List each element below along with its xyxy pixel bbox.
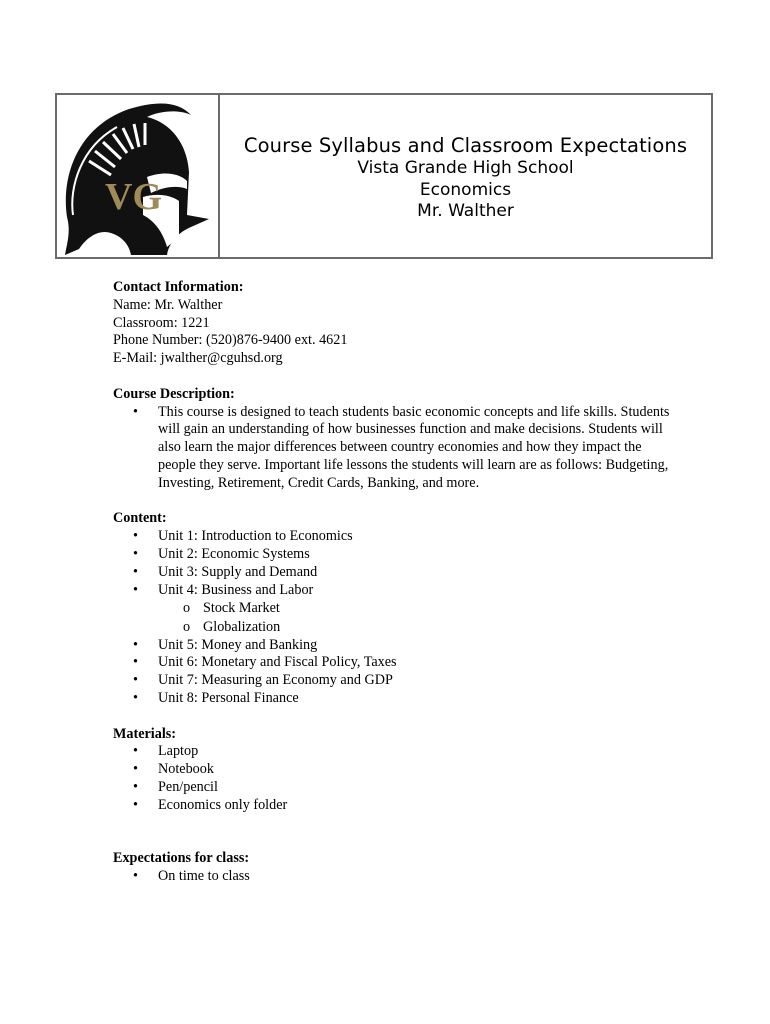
document-body (113, 279, 713, 903)
header-box (55, 93, 713, 259)
title-cell (220, 95, 711, 257)
materials-list (113, 743, 713, 814)
contact-name: Name: Mr. Walther (113, 296, 223, 313)
subject-name: Economics (419, 179, 512, 200)
list-item: • This course is designed to teach students basic economic concepts and life skills. Students will gain an understanding of how businesses function and make decisions. Students will also learn the major differences between country economies and how they impact the people they serve. Important life lessons the students will learn are as follows: Budgeting, Investing, Retirement, Credit Cards, Banking, and more. (113, 404, 713, 493)
list-item: • Unit 1: Introduction to Economics (113, 528, 713, 546)
teacher-name: Mr. Walther (417, 201, 514, 221)
contact-classroom: Classroom: 1221 (113, 314, 210, 331)
content-heading: Content: (113, 510, 167, 527)
contact-heading: Contact Information: (113, 279, 244, 295)
materials-heading: Materials: (113, 725, 177, 742)
document-title: Course Syllabus and Classroom Expectations (243, 134, 688, 157)
description-heading: Course Description: (113, 385, 235, 402)
expectations-list (113, 868, 713, 886)
spartan-helmet-icon (59, 97, 214, 257)
expectations-heading: Expectations for class: (113, 850, 250, 867)
list-item: • Unit 3: Supply and Demand (113, 564, 713, 582)
spacer (113, 832, 713, 850)
list-item: o Stock Market (113, 599, 713, 618)
list-item: • Laptop (113, 743, 713, 761)
materials-section (113, 726, 713, 815)
description-list (113, 404, 713, 493)
list-item: • Notebook (113, 761, 713, 779)
unit-list (113, 528, 713, 599)
logo-monogram: VG (105, 176, 162, 218)
contact-email: E-Mail: jwalther@cguhsd.org (113, 350, 283, 367)
expectations-section (113, 850, 713, 886)
contact-section (113, 279, 713, 368)
list-item (113, 582, 713, 600)
unit-list-continued (113, 637, 713, 708)
contact-phone: Phone Number: (520)876-9400 ext. 4621 (113, 332, 348, 349)
list-item: • Unit 7: Measuring an Economy and GDP (113, 672, 713, 690)
list-item: • Economics only folder (113, 797, 713, 815)
list-item: • Unit 5: Money and Banking (113, 637, 713, 655)
logo-cell (57, 95, 220, 257)
list-item: • Unit 8: Personal Finance (113, 690, 713, 708)
list-item: • On time to class (113, 868, 713, 886)
unit-4-subtopics (113, 599, 713, 636)
list-item: o Globalization (113, 618, 713, 637)
list-item: • Pen/pencil (113, 779, 713, 797)
list-item: • Unit 6: Monetary and Fiscal Policy, Taxes (113, 654, 713, 672)
list-item: • Unit 2: Economic Systems (113, 546, 713, 564)
content-section (113, 510, 713, 707)
description-section (113, 386, 713, 493)
school-name: Vista Grande High School (357, 158, 574, 178)
unit-4-label: Unit 4: Business and Labor (158, 581, 314, 598)
